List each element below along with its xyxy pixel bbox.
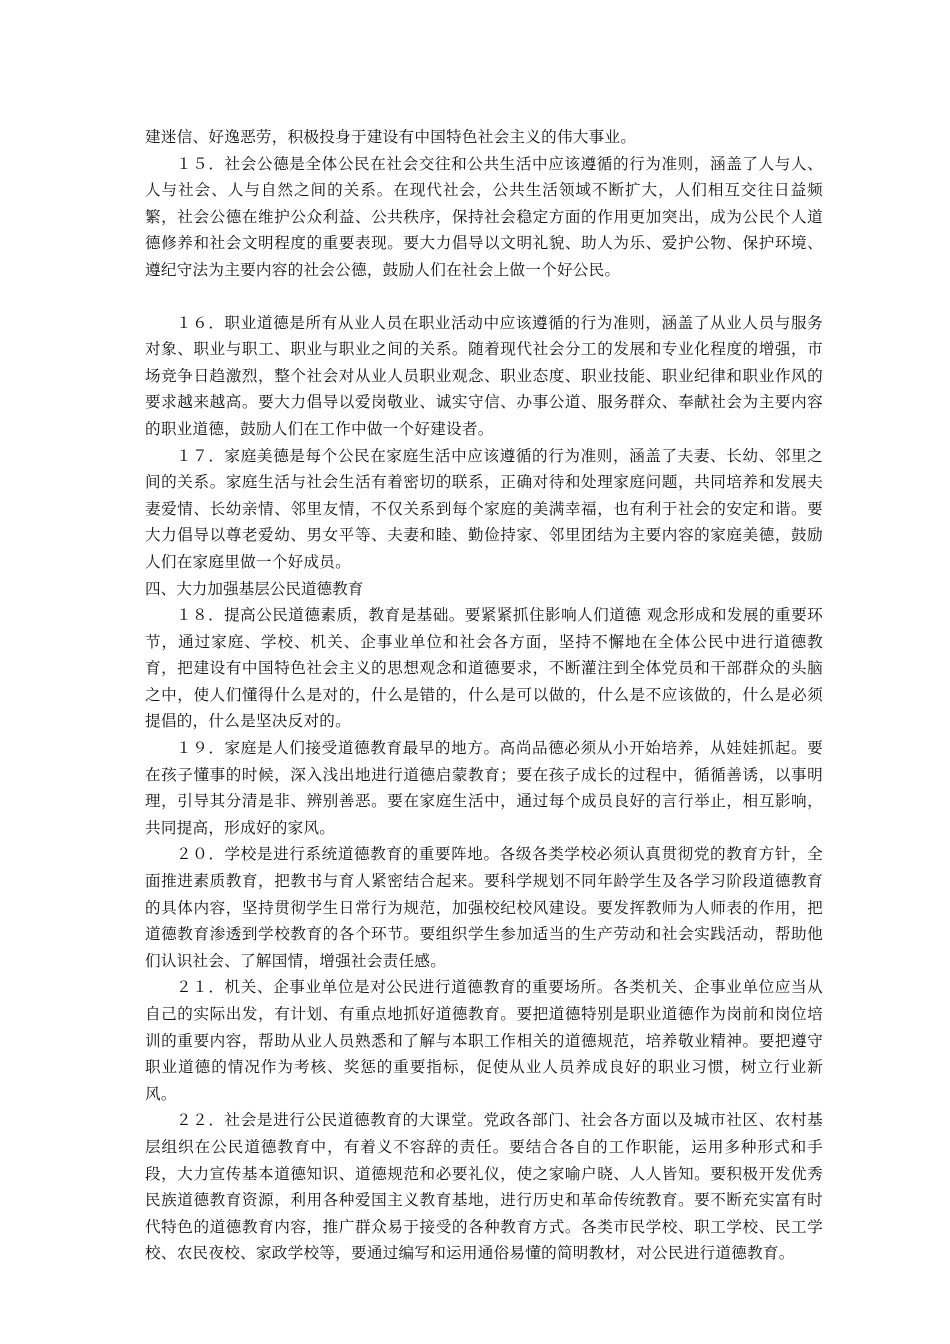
section-heading-4: 四、大力加强基层公民道德教育 (145, 579, 364, 598)
paragraph-17-family-virtues: １７．家庭美德是每个公民在家庭生活中应该遵循的行为准则，涵盖了夫妻、长幼、邻里之间的关系。家庭生活与社会生活有着密切的联系，正确对待和处理家庭问题，共同培养和发展夫妻爱情、长幼亲情、邻里友情，不仅关系到每个家庭的美满幸福，也有利于社会的安定和谐。要大力倡导以尊老爱幼、男女平等、夫妻和睦、勤俭持家、邻里团结为主要内容的家庭美德，鼓励人们在家庭里做一个好成员。 (145, 446, 823, 571)
paragraph-15-social-morality: １５．社会公德是全体公民在社会交往和公共生活中应该遵循的行为准则，涵盖了人与人、人与社会、人与自然之间的关系。在现代社会，公共生活领域不断扩大，人们相互交往日益频繁，社会公德在维护公众利益、公共秩序，保持社会稳定方面的作用更加突出，成为公民个人道德修养和社会文明程度的重要表现。要大力倡导以文明礼貌、助人为乐、爱护公物、保护环境、遵纪守法为主要内容的社会公德，鼓励人们在社会上做一个好公民。 (145, 154, 823, 279)
paragraph-16-professional-ethics: １６．职业道德是所有从业人员在职业活动中应该遵循的行为准则，涵盖了从业人员与服务对象、职业与职工、职业与职业之间的关系。随着现代社会分工的发展和专业化程度的增强，市场竞争日趋激烈，整个社会对从业人员职业观念、职业态度、职业技能、职业纪律和职业作风的要求越来越高。要大力倡导以爱岗敬业、诚实守信、办事公道、服务群众、奉献社会为主要内容的职业道德，鼓励人们在工作中做一个好建设者。 (145, 313, 823, 438)
paragraph-18-education: １８．提高公民道德素质，教育是基础。要紧紧抓住影响人们道德 观念形成和发展的重要环节，通过家庭、学校、机关、企事业单位和社会各方面，坚持不懈地在全体公民中进行道德教育，把建设有中国特色社会主义的思想观念和道德要求，不断灌注到全体党员和干部群众的头脑之中，使人们懂得什么是对的，什么是错的，什么是可以做的，什么是不应该做的，什么是必须提倡的，什么是坚决反对的。 (145, 606, 823, 731)
paragraph-20-school-education: ２０．学校是进行系统道德教育的重要阵地。各级各类学校必须认真贯彻党的教育方针，全面推进素质教育，把教书与育人紧密结合起来。要科学规划不同年龄学生及各学习阶段道德教育的具体内容，坚持贯彻学生日常行为规范，加强校纪校风建设。要发挥教师为人师表的作用，把道德教育渗透到学校教育的各个环节。要组织学生参加适当的生产劳动和社会实践活动，帮助他们认识社会、了解国情，增强社会责任感。 (145, 845, 823, 970)
paragraph-19-family-education: １９．家庭是人们接受道德教育最早的地方。高尚品德必须从小开始培养，从娃娃抓起。要在孩子懂事的时候，深入浅出地进行道德启蒙教育；要在孩子成长的过程中，循循善诱，以事明理，引导其分清是非、辨别善恶。要在家庭生活中，通过每个成员良好的言行举止，相互影响，共同提高，形成好的家风。 (145, 739, 823, 837)
paragraph-21-workplace-education: ２１．机关、企事业单位是对公民进行道德教育的重要场所。各类机关、企事业单位应当从自己的实际出发，有计划、有重点地抓好道德教育。要把道德特别是职业道德作为岗前和岗位培训的重要内容，帮助从业人员熟悉和了解与本职工作相关的道德规范，培养敬业精神。要把遵守职业道德的情况作为考核、奖惩的重要指标，促使从业人员养成良好的职业习惯，树立行业新风。 (145, 978, 823, 1103)
document-body (145, 124, 823, 1267)
paragraph-continuation: 建迷信、好逸恶劳，积极投身于建设有中国特色社会主义的伟大事业。 (145, 128, 637, 146)
paragraph-22-society-education: ２２．社会是进行公民道德教育的大课堂。党政各部门、社会各方面以及城市社区、农村基层组织在公民道德教育中，有着义不容辞的责任。要结合各自的工作职能，运用多种形式和手段，大力宣传基本道德知识、道德规范和必要礼仪，使之家喻户晓、人人皆知。要积极开发优秀民族道德教育资源，利用各种爱国主义教育基地，进行历史和革命传统教育。要不断充实富有时代特色的道德教育内容，推广群众易于接受的各种教育方式。各类市民学校、职工学校、民工学校、农民夜校、家政学校等，要通过编写和运用通俗易懂的简明教材，对公民进行道德教育。 (145, 1111, 823, 1263)
